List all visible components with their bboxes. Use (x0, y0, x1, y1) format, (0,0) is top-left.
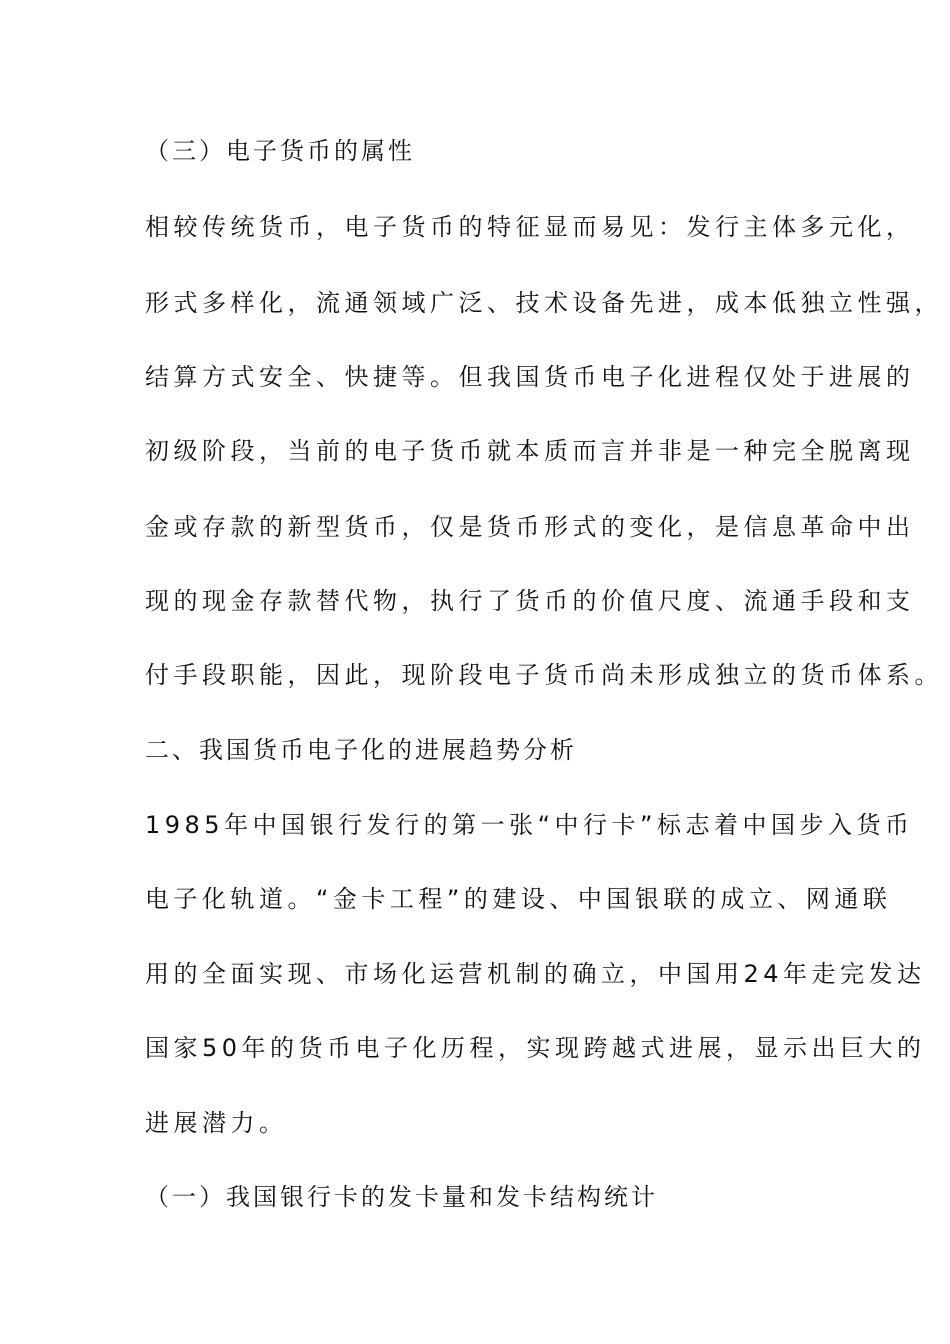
paragraph-line: 电子化轨道。“金卡工程”的建设、中国银联的成立、网通联 (145, 885, 892, 913)
paragraph-line: 初级阶段，当前的电子货币就本质而言并非是一种完全脱离现 (145, 437, 915, 465)
paragraph-line: 形式多样化，流通领域广泛、技术设备先进，成本低独立性强， (145, 289, 943, 317)
paragraph-line: 现的现金存款替代物，执行了货币的价值尺度、流通手段和支 (145, 587, 915, 615)
section-heading-bank-card-statistics: （一）我国银行卡的发卡量和发卡结构统计 (145, 1183, 658, 1211)
paragraph-line: 国家50年的货币电子化历程，实现跨越式进展，显示出巨大的 (145, 1034, 926, 1062)
paragraph-line: 金或存款的新型货币，仅是货币形式的变化，是信息革命中出 (145, 513, 915, 541)
section-heading-development-trend: 二、我国货币电子化的进展趋势分析 (145, 736, 577, 764)
paragraph-line: 付手段职能，因此，现阶段电子货币尚未形成独立的货币体系。 (145, 661, 943, 689)
paragraph-line: 1985年中国银行发行的第一张“中行卡”标志着中国步入货币 (145, 811, 914, 839)
paragraph-line: 用的全面实现、市场化运营机制的确立，中国用24年走完发达 (145, 960, 926, 988)
paragraph-line: 进展潜力。 (145, 1109, 288, 1137)
paragraph-line: 相较传统货币，电子货币的特征显而易见：发行主体多元化， (145, 213, 915, 241)
section-heading-electronic-money-attributes: （三）电子货币的属性 (145, 137, 415, 165)
paragraph-line: 结算方式安全、快捷等。但我国货币电子化进程仅处于进展的 (145, 363, 915, 391)
